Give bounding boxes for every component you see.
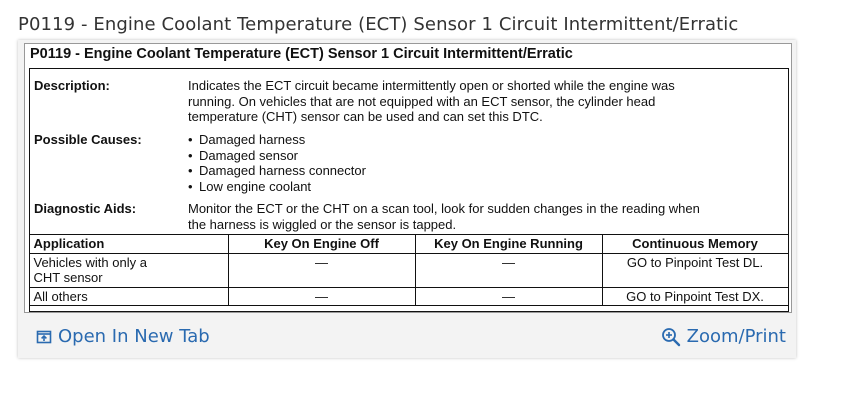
table-row — [29, 287, 788, 306]
table-header-row — [29, 235, 788, 254]
zoom-in-icon — [661, 327, 681, 347]
koeo-cell: — — [228, 253, 415, 287]
application-cell — [29, 287, 228, 306]
header-application: Application — [29, 235, 228, 254]
zoom-print-button[interactable] — [661, 326, 786, 347]
diagnostic-line: the harness is wiggled or the sensor is tapped. — [188, 216, 457, 232]
memory-cell: GO to Pinpoint Test DX. — [602, 287, 788, 306]
cause-item: • Damaged sensor — [188, 148, 366, 164]
open-in-new-tab-icon — [36, 329, 52, 345]
description-line: Indicates the ECT circuit became intermittently open or shorted while the engine was — [188, 78, 675, 93]
header-key-on-engine-running: Key On Engine Running — [415, 235, 602, 254]
application-line: CHT sensor — [33, 270, 103, 285]
description-line: running. On vehicles that are not equipped with an ECT sensor, the cylinder head — [188, 93, 656, 109]
memory-cell: GO to Pinpoint Test DL. — [602, 253, 788, 287]
figure-frame — [18, 40, 796, 358]
open-in-new-tab-label[interactable]: Open In New Tab — [58, 326, 210, 347]
zoom-print-label[interactable]: Zoom/Print — [686, 326, 786, 347]
cause-item: • Damaged harness — [188, 132, 366, 148]
header-key-on-engine-off: Key On Engine Off — [228, 235, 415, 254]
diagnostic-line: Monitor the ECT or the CHT on a scan tool, look for sudden changes in the reading when — [188, 201, 700, 216]
cause-item: • Damaged harness connector — [188, 163, 366, 179]
test-table — [29, 234, 789, 306]
koer-cell: — — [415, 253, 602, 287]
page-title: P0119 - Engine Coolant Temperature (ECT) Sensor 1 Circuit Intermittent/Erratic — [18, 14, 739, 35]
image-toolbar — [18, 322, 796, 352]
table-row — [29, 253, 788, 287]
application-line: All others — [33, 288, 88, 304]
document-heading: P0119 - Engine Coolant Temperature (ECT) Sensor 1 Circuit Intermittent/Erratic — [30, 46, 573, 62]
header-continuous-memory: Continuous Memory — [602, 235, 788, 254]
description-line: temperature (CHT) sensor can be used and can set this DTC. — [188, 109, 543, 125]
document-image — [24, 43, 792, 313]
possible-causes-label: Possible Causes: — [34, 132, 142, 147]
open-in-new-tab-button[interactable] — [36, 326, 210, 347]
document-box — [29, 68, 789, 312]
description-label: Description: — [34, 78, 110, 93]
description-text — [188, 78, 675, 125]
application-line: Vehicles with only a — [33, 254, 147, 270]
koeo-cell: — — [228, 287, 415, 306]
diagnostic-aids-text — [188, 201, 700, 232]
koer-cell: — — [415, 287, 602, 306]
cause-item: • Low engine coolant — [188, 179, 366, 195]
diagnostic-aids-label: Diagnostic Aids: — [34, 201, 137, 216]
possible-causes-list — [188, 132, 366, 194]
application-cell — [29, 253, 228, 287]
